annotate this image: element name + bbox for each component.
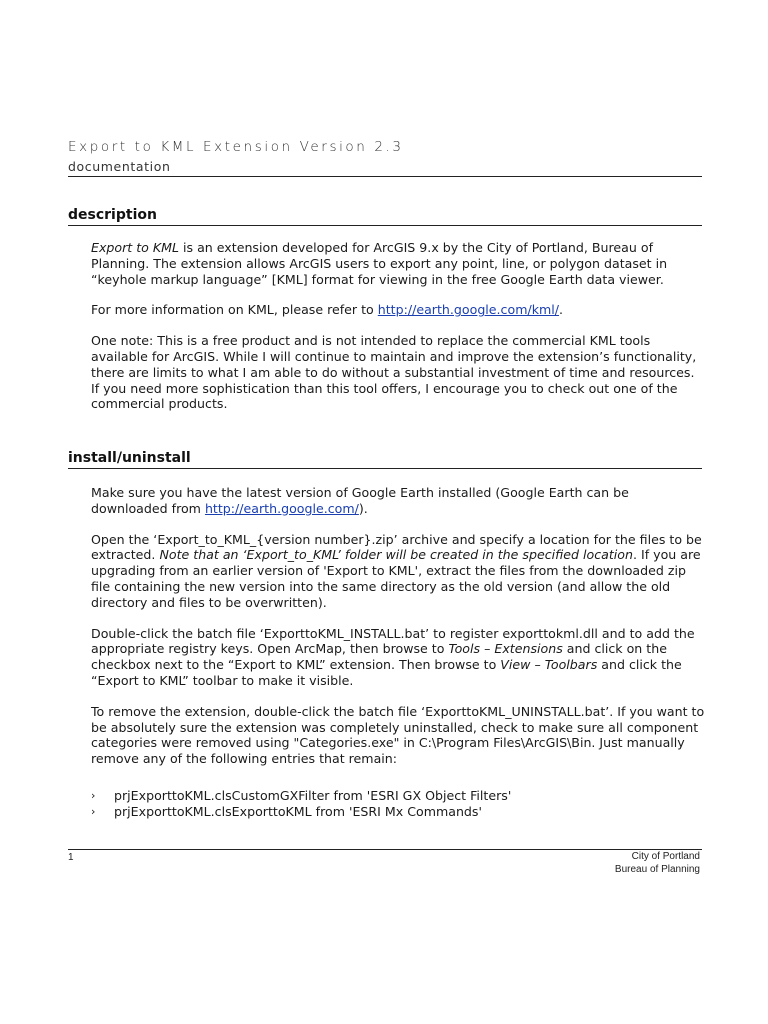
kml-info-link[interactable]: http://earth.google.com/kml/	[377, 302, 560, 318]
description-paragraph-1: Export to KML is an extension developed for ArcGIS 9.x by the City of Portland, Bureau of Planning. The extension allows ArcGIS users to export any point, line, or polygon dataset in “keyhole markup language” [KML] format for viewing in the free Google Earth data viewer.	[91, 240, 668, 287]
description-paragraph-2: For more information on KML, please refer to http://earth.google.com/kml/.	[91, 302, 564, 318]
product-name: Export to KML	[91, 240, 180, 255]
install-body	[91, 485, 706, 767]
page-number: 1	[68, 852, 74, 863]
registry-entries-list	[91, 788, 691, 820]
footer-divider	[68, 849, 702, 850]
description-body	[91, 240, 706, 412]
google-earth-link[interactable]: http://earth.google.com/	[204, 500, 359, 516]
install-divider	[68, 468, 702, 469]
description-heading: description	[68, 207, 157, 223]
install-paragraph-4: To remove the extension, double-click the batch file ‘ExporttoKML_UNINSTALL.bat’. If you want to be absolutely sure the extension was completely uninstalled, check to make sure all component categories were removed using "Categories.exe" in C:\Program Files\ArcGIS\Bin. Just manually remove any of the following entries that remain:	[91, 703, 705, 767]
install-paragraph-2: Open the ‘Export_to_KML_{version number}.zip’ archive and specify a location for the files to be extracted. Note that an ‘Export_to_KML’ folder will be created in the specified location. If you are upgrading from an earlier version of 'Export to KML', extract the files from the downloaded zip file containing the new version into the same directory as the old version (and allow the old directory and files to be overwritten).	[91, 531, 702, 610]
install-heading: install/uninstall	[68, 450, 191, 466]
document-title: Export to KML Extension Version 2.3	[68, 139, 404, 155]
footer-organization: City of Portland Bureau of Planning	[614, 851, 700, 875]
description-divider	[68, 225, 702, 226]
list-item: › prjExporttoKML.clsExporttoKML from 'ESRI Mx Commands'	[91, 804, 482, 819]
install-paragraph-1: Make sure you have the latest version of Google Earth installed (Google Earth can be downloaded from http://earth.google.com/).	[91, 485, 629, 516]
list-item: › prjExporttoKML.clsCustomGXFilter from 'ESRI GX Object Filters'	[91, 788, 512, 803]
bullet-icon: ›	[91, 805, 96, 818]
bullet-icon: ›	[91, 789, 96, 802]
header-divider	[68, 176, 702, 177]
install-paragraph-3: Double-click the batch file ‘ExporttoKML_INSTALL.bat’ to register exporttokml.dll and to add the appropriate registry keys. Open ArcMap, then browse to Tools – Extensions and click on the checkbox next to the “Export to KML” extension. Then browse to View – Toolbars and click the “Export to KML” toolbar to make it visible.	[91, 625, 695, 688]
description-paragraph-3: One note: This is a free product and is not intended to replace the commercial KML tools available for ArcGIS. While I will continue to maintain and improve the extension’s functionality, there are limits to what I am able to do without a substantial investment of time and resources. If you need more sophistication than this tool offers, I encourage you to check out one of the commercial products.	[91, 333, 697, 412]
document-subtitle: documentation	[68, 159, 171, 174]
